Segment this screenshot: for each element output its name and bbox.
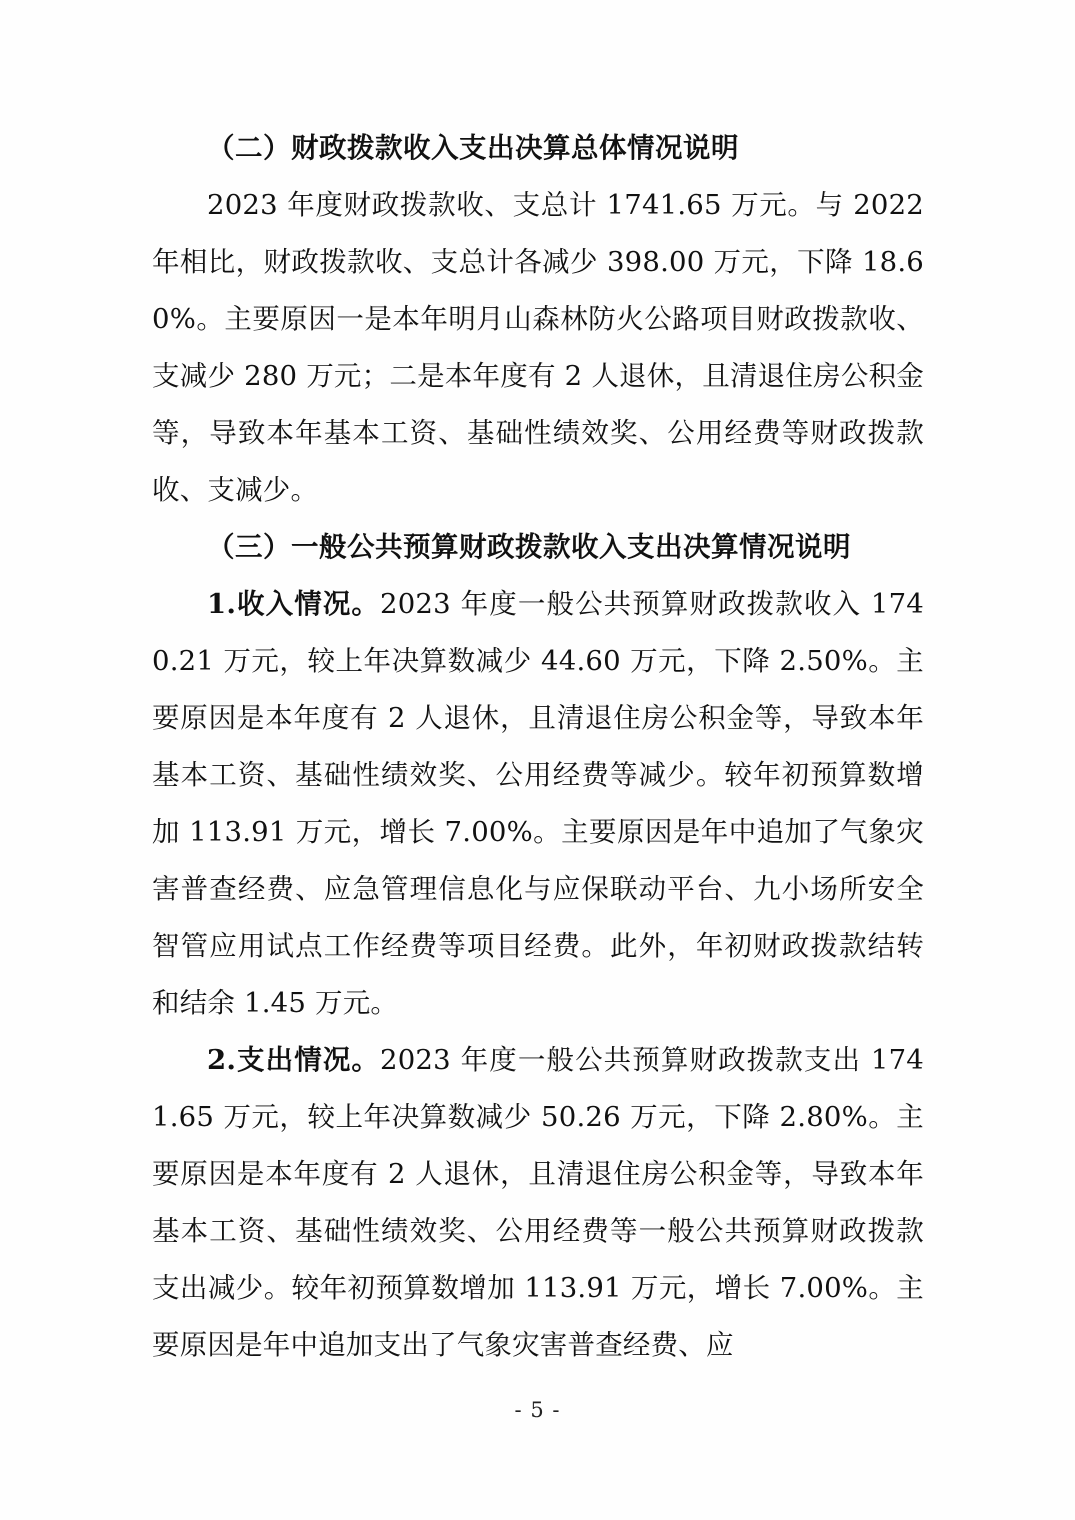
page-content <box>152 120 924 1374</box>
paragraph-expenditure-body: 2023 年度一般公共预算财政拨款支出 1741.65 万元，较上年决算数减少 50.26 万元，下降 2.80%。主要原因是本年度有 2 人退休，且清退住房公积金等，导致本年基本工资、基础性绩效奖、公用经费等一般公共预算财政拨款支出减少。较年初预算数增加 113.91 万元，增长 7.00%。主要原因是年中追加支出了气象灾害普查经费、应 <box>152 1044 925 1361</box>
paragraph-fiscal-appropriation-total: 2023 年度财政拨款收、支总计 1741.65 万元。与 2022 年相比，财政拨款收、支总计各减少 398.00 万元，下降 18.60%。主要原因一是本年明月山森林防火公路项目财政拨款收、支减少 280 万元；二是本年度有 2 人退休，且清退住房公积金等，导致本年基本工资、基础性绩效奖、公用经费等财政拨款收、支减少。 <box>152 189 924 506</box>
section-heading-2: （二）财政拨款收入支出决算总体情况说明 <box>207 132 739 164</box>
paragraph-income-body: 2023 年度一般公共预算财政拨款收入 1740.21 万元，较上年决算数减少 44.60 万元，下降 2.50%。主要原因是本年度有 2 人退休，且清退住房公积金等，导致本年基本工资、基础性绩效奖、公用经费等减少。较年初预算数增加 113.91 万元，增长 7.00%。主要原因是年中追加了气象灾害普查经费、应急管理信息化与应保联动平台、九小场所安全智管应用试点工作经费等项目经费。此外，年初财政拨款结转和结余 1.45 万元。 <box>152 588 925 1019</box>
page-number: - 5 - <box>514 1398 561 1422</box>
paragraph-expenditure-situation <box>152 1032 924 1374</box>
paragraph-income-situation <box>152 576 924 1032</box>
paragraph-expenditure-lead: 2.支出情况。 <box>207 1044 381 1076</box>
section-heading-3: （三）一般公共预算财政拨款收入支出决算情况说明 <box>207 531 851 563</box>
paragraph-income-lead: 1.收入情况。 <box>207 588 381 620</box>
